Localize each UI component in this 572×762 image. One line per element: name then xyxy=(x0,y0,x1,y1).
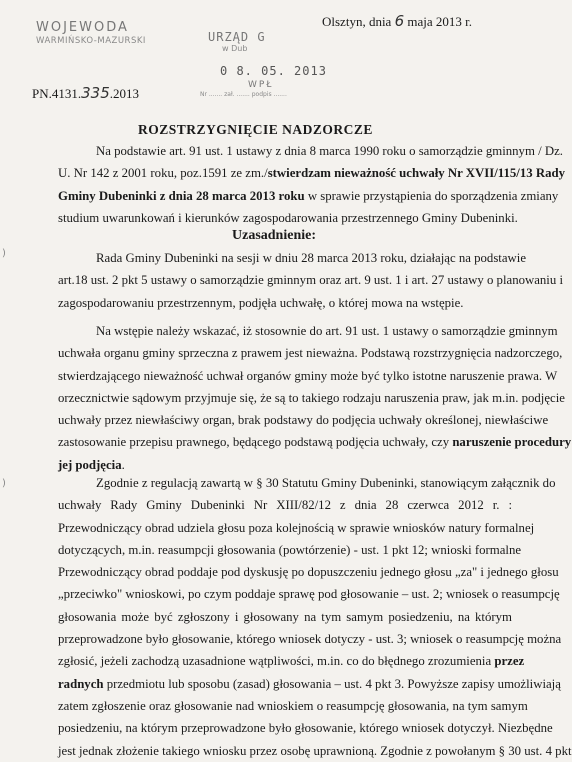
signature-suffix: .2013 xyxy=(109,86,140,101)
signature-prefix: PN.4131. xyxy=(32,86,82,101)
procedure-emphasis: naruszenie procedury xyxy=(452,435,572,450)
document-title: ROZSTRZYGNIĘCIE NADZORCZE xyxy=(138,122,373,137)
paragraph-line: art.18 ust. 2 pkt 5 ustawy o samorządzie gminnym oraz art. 9 ust. 1 i art. 27 ustawy o planowaniu i xyxy=(58,273,564,288)
signature-number: 335 xyxy=(81,84,110,102)
paragraph-line xyxy=(58,431,572,453)
paragraph-line: posiedzeniu, na którym przeprowadzone było głosowanie, którego wniosek dotyczył. Niezbędne xyxy=(58,721,553,736)
binder-hole-mark: ) xyxy=(2,248,6,259)
intro-decision-text: Gminy Dubeninki z dnia 28 marca 2013 roku xyxy=(58,188,305,203)
intro-line xyxy=(58,185,559,207)
received-number-line: Nr ....... zał. ....... podpis ....... xyxy=(200,91,287,98)
paragraph-text: zgłosić, jeżeli zachodzą uzasadnione wątpliwości, m.in. co do błędnego zrozumienia xyxy=(58,654,492,669)
paragraph-line xyxy=(58,673,561,695)
paragraph-line: Przewodniczący obrad udziela głosu poza kolejnością w sprawie wniosków natury formalnej xyxy=(58,520,535,535)
office-stamp xyxy=(208,30,266,53)
intro-line: studium uwarunkowań i kierunków zagospodarowania przestrzennego Gminy Dubeninki. xyxy=(58,210,518,225)
paragraph-line: przeprowadzone było głosowanie, którego wniosek dotyczy - ust. 3; wniosek o reasumpcję można xyxy=(58,632,562,647)
paragraph-text: przedmiotu lub sposobu (zasad) głosowania – ust. 4 pkt 3. Powyższe zapisy umożliwiają xyxy=(106,676,561,691)
paragraph-line: głosowania może być zgłoszony i głosowany na tym samym posiedzeniu, na którym xyxy=(58,609,512,624)
paragraph-line xyxy=(58,650,525,672)
paragraph-line: Rada Gminy Dubeninki na sesji w dniu 28 marca 2013 roku, działając na podstawie xyxy=(96,251,527,265)
paragraph-line: dotyczących, m.in. reasumpcji głosowania (powtórzenie) - ust. 1 pkt 12; wnioski formalne xyxy=(58,542,522,557)
paragraph-line: zatem zgłoszenie oraz głosowanie nad wnioskiem o reasumpcję głosowania, na tym samym xyxy=(58,698,528,713)
place-date xyxy=(322,12,472,30)
justification-paragraph-1 xyxy=(58,247,564,314)
paragraph-line: stwierdzającego nieważność uchwał organów gminy może być tylko istotne naruszenie prawa. W xyxy=(58,368,558,383)
paragraph-line: „przeciwko" wnioskowi, po czym poddaje sprawę pod głosowanie – ust. 2; wniosek o reasumpcję xyxy=(58,587,560,602)
intro-line-text: w sprawie przystąpienia do sporządzenia zmiany xyxy=(307,188,559,203)
intro-paragraph xyxy=(58,140,565,229)
paragraph-line: orzecznictwie sądowym przyjmuje się, że są to takiego rodzaju naruszenia praw, jak m.in. podjęcie xyxy=(58,390,565,405)
office-stamp-place: w Dub xyxy=(222,44,248,53)
intro-line xyxy=(58,162,565,184)
paragraph-line: zagospodarowaniu przestrzennym, podjęła uchwałę, o której mowa na wstępie. xyxy=(58,295,464,310)
paragraph-text: zastosowanie przepisu prawnego, będącego podstawą podjęcia uchwały, czy xyxy=(58,435,450,450)
binder-hole-mark: ) xyxy=(2,478,6,489)
paragraph-line: uchwały przez niewłaściwy organ, brak podstawy do podjęcia uchwały określonej, niewłaściwe xyxy=(58,413,549,428)
office-stamp-title: URZĄD G xyxy=(208,30,266,44)
paragraph-line: jest jednak złożenie takiego wniosku przez osobę uprawnioną. Zgodnie z powołanym § 30 ust. 4 pkt xyxy=(58,743,572,758)
intro-line-text: U. Nr 142 z 2001 roku, poz.1591 ze zm./ xyxy=(58,166,268,181)
paragraph-line: Przewodniczący obrad poddaje pod dyskusję po dopuszczeniu jednego głosu „za" i jednego głosu xyxy=(58,565,559,580)
radnych-emphasis-cont: radnych xyxy=(58,676,104,691)
paragraph-period: . xyxy=(121,457,125,472)
procedure-emphasis-cont: jej podjęcia xyxy=(58,457,122,472)
received-stamp xyxy=(200,64,327,98)
place-date-prefix: Olsztyn, dnia xyxy=(322,14,392,29)
case-signature xyxy=(32,84,139,102)
radnych-emphasis: przez xyxy=(494,654,525,669)
intro-decision-text: stwierdzam nieważność uchwały Nr XVII/115/13 Rady xyxy=(267,166,565,181)
justification-paragraph-3 xyxy=(58,472,572,762)
received-date: 0 8. 05. 2013 xyxy=(220,64,327,78)
justification-heading: Uzasadnienie: xyxy=(232,228,316,243)
intro-line: Na podstawie art. 91 ust. 1 ustawy z dnia 8 marca 1990 roku o samorządzie gminnym / Dz. xyxy=(96,144,563,158)
place-date-day: 6 xyxy=(394,12,405,30)
paragraph-line: uchwała organu gminy sprzeczna z prawem jest nieważna. Podstawą rozstrzygnięcia nadzorczego, xyxy=(58,346,563,361)
paragraph-line: Na wstępie należy wskazać, iż stosownie do art. 91 ust. 1 ustawy o samorządzie gminnym xyxy=(96,324,558,338)
justification-paragraph-2 xyxy=(58,320,572,476)
paragraph-line: Zgodnie z regulacją zawartą w § 30 Statutu Gminy Dubeninki, stanowiącym załącznik do xyxy=(96,476,556,490)
voivode-stamp xyxy=(36,20,146,46)
paragraph-line: uchwały Rady Gminy Dubeninki Nr XIII/82/12 z dnia 28 czerwca 2012 r. : xyxy=(58,498,512,513)
voivode-stamp-title: WOJEWODA xyxy=(36,20,129,35)
place-date-suffix: maja 2013 r. xyxy=(407,14,473,29)
voivode-stamp-region: WARMIŃSKO-MAZURSKI xyxy=(36,36,146,46)
received-label: WPŁ xyxy=(248,80,274,90)
